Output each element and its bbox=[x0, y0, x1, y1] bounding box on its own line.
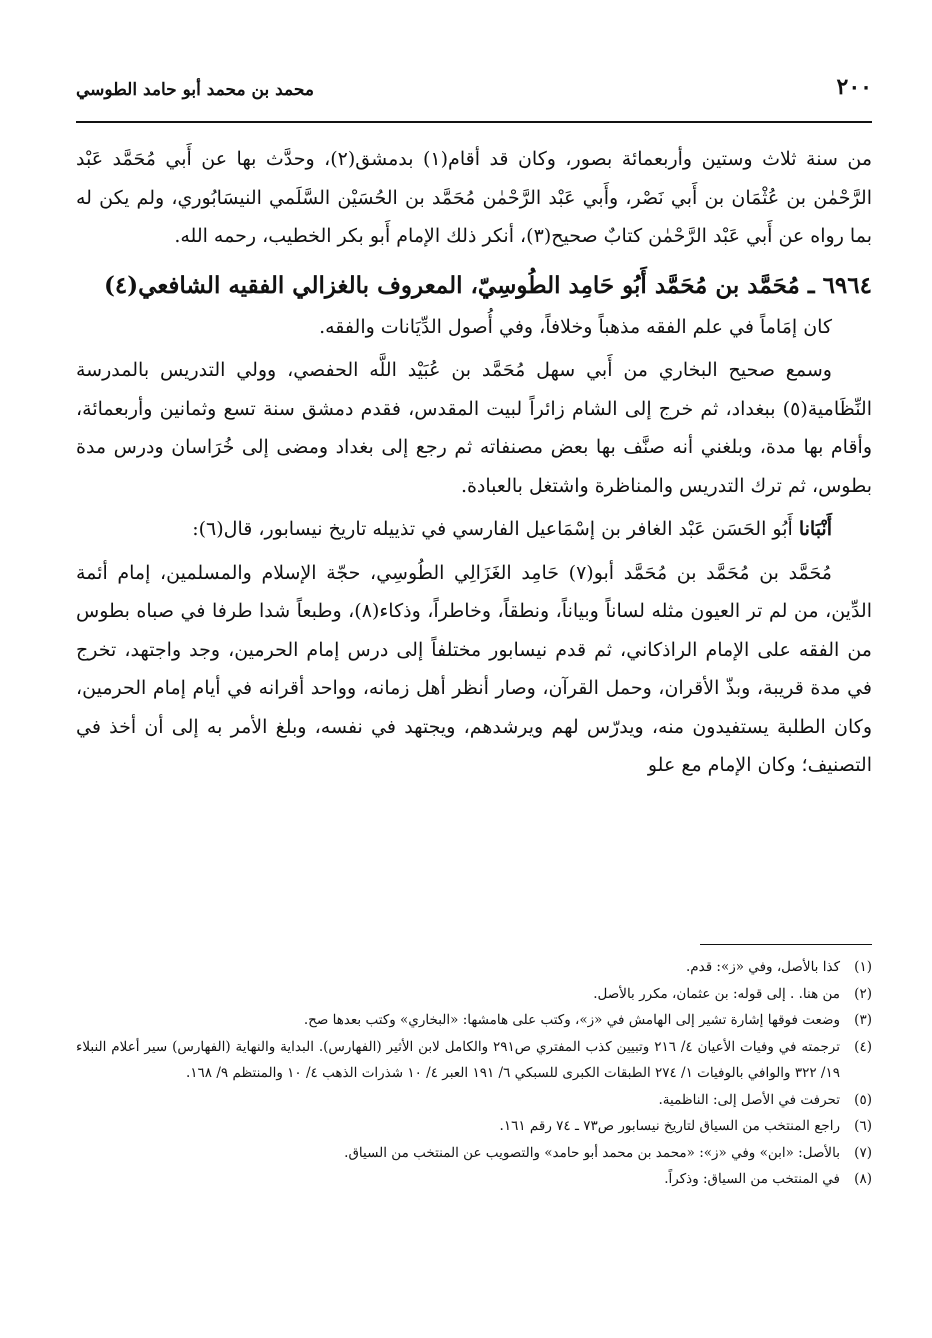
footnote-rule bbox=[700, 944, 872, 945]
footnote-text: من هنا. . إلى قوله: بن عثمان، مكرر بالأصل. bbox=[593, 985, 840, 1002]
paragraph-4-text: أَبُو الحَسَن عَبْد الغافر بن إسْمَاعيل الفارسي في تذييله تاريخ نيسابور، قال(٦): bbox=[192, 518, 793, 540]
paragraph-4 bbox=[76, 510, 872, 549]
entry-heading: ٦٩٦٤ ـ مُحَمَّد بن مُحَمَّد أَبُو حَامِد الطُوسِيّ، المعروف بالغزالي الفقيه الشافعي(٤) bbox=[104, 271, 872, 299]
paragraph-2: كان إمَاماً في علم الفقه مذهباً وخلافاً، وفي أُصول الدِّيَانات والفقه. bbox=[319, 315, 832, 338]
page-number: ٢٠٠ bbox=[836, 74, 872, 100]
footnote-text: راجع المنتخب من السياق لتاريخ نيسابور ص٧٣ ـ ٧٤ رقم ١٦١. bbox=[499, 1118, 840, 1134]
footnote bbox=[76, 1007, 872, 1034]
paragraph-5: مُحَمَّد بن مُحَمَّد بن مُحَمَّد أبو(٧) حَامِد الغَزَالِي الطُوسِي، حجّة الإسلام والمسلمين، إمام أئمة الدِّين، من لم تر العيون مثله لساناً وبياناً، ونطقاً، وخاطراً، وذكاء(٨)، وطبعاً شدا طرفا في صباه بطوس من الفقه على الإمام الراذكاني، ثم قدم نيسابور مختلفاً إلى درس إمام الحرمين، وجد واجتهد، تخرج في مدة قريبة، وبذّ الأقران، وحمل القرآن، وصار أنظر أهل زمانه، وواحد أقرانه في أيام إمام الحرمين، وكان الطلبة يستفيدون منه، ويدرّس لهم ويرشدهم، ويجتهد في نفسه، وبلغ الأمر به إلى أن أخذ في التصنيف؛ وكان الإمام مع علو bbox=[76, 561, 872, 776]
paragraph-1: من سنة ثلاث وستين وأربعمائة بصور، وكان قد أقام(١) بدمشق(٢)، وحدَّث بها عن أَبي مُحَمَّد عَبْد الرَّحْمٰن بن عُثْمَان بن أَبي نَصْر، وأَبي عَبْد الرَّحْمٰن مُحَمَّد بن الحُسَيْن السَّلَمي النيسَابُوري، ولم يكن له بما رواه عن أَبي عَبْد الرَّحْمٰن كتابٌ صحيح(٣)، أنكر ذلك الإمام أَبو بكر الخطيب، رحمه الله. bbox=[76, 148, 873, 247]
footnote-text: ترجمته في وفيات الأعيان ٤/ ٢١٦ وتبيين كذب المفتري ص٢٩١ والكامل لابن الأثير (الفهارس). البداية والنهاية (الفهارس) سير أعلام النبلاء ١٩/ ٣٢٢ والوافي بالوفيات ١/ ٢٧٤ الطبقات الكبرى للسبكي ٦/ ١٩١ العبر ٤/ ١٠ شذرات الذهب ٤/ ١٠ والمنتظم ٩/ ١٦٨. bbox=[76, 1038, 840, 1081]
header-rule bbox=[76, 121, 872, 123]
footnote-number: (٨) bbox=[854, 1171, 872, 1187]
footnote bbox=[76, 1113, 872, 1140]
page-header bbox=[76, 66, 872, 122]
footnote-number: (٤) bbox=[854, 1038, 872, 1055]
footnote-text: كذا بالأصل، وفي «ز»: قدم. bbox=[685, 959, 840, 975]
footnote bbox=[76, 1140, 872, 1167]
footnote-text: في المنتخب من السياق: وذكراً. bbox=[664, 1171, 840, 1187]
paragraph-3: وسمع صحيح البخاري من أَبي سهل مُحَمَّد بن عُبَيْد اللَّه الحفصي، وولي التدريس بالمدرسة النِّظَامية(٥) ببغداد، ثم خرج إلى الشام زائراً لبيت المقدس، فقدم دمشق سنة تسع وثمانين وأربعمائة، وأقام بها مدة، وبلغني أنه صنَّف بها بعض مصنفاته ثم رجع إلى بغداد ومضى إلى خُرَاسان ودرس مدة بطوس، ثم ترك التدريس والمناظرة واشتغل بالعبادة. bbox=[76, 359, 872, 497]
footnotes bbox=[76, 954, 872, 1193]
footnote-number: (٥) bbox=[854, 1091, 872, 1108]
running-title: محمد بن محمد أبو حامد الطوسي bbox=[76, 80, 314, 100]
footnote-number: (٧) bbox=[854, 1144, 872, 1161]
footnote-number: (٢) bbox=[854, 985, 872, 1002]
footnote-text: وضعت فوقها إشارة تشير إلى الهامش في «ز»، وكتب على هامشها: «البخاري» وكتب بعدها صح. bbox=[303, 1012, 840, 1028]
footnote bbox=[76, 981, 872, 1008]
chain-lead-word: أَنْبَانا bbox=[798, 518, 832, 540]
footnote-number: (٦) bbox=[854, 1118, 872, 1134]
footnote-number: (٣) bbox=[854, 1012, 872, 1028]
main-text bbox=[76, 140, 872, 785]
footnote-text: تحرفت في الأصل إلى: الناظمية. bbox=[658, 1091, 840, 1108]
footnote-text: بالأصل: «ابن» وفي «ز»: «محمد بن محمد أبو حامد» والتصويب عن المنتخب من السياق. bbox=[344, 1144, 840, 1161]
footnote bbox=[76, 1166, 872, 1193]
footnote bbox=[76, 1087, 872, 1114]
footnote bbox=[76, 954, 872, 981]
footnote-number: (١) bbox=[854, 959, 872, 975]
footnote bbox=[76, 1034, 872, 1087]
